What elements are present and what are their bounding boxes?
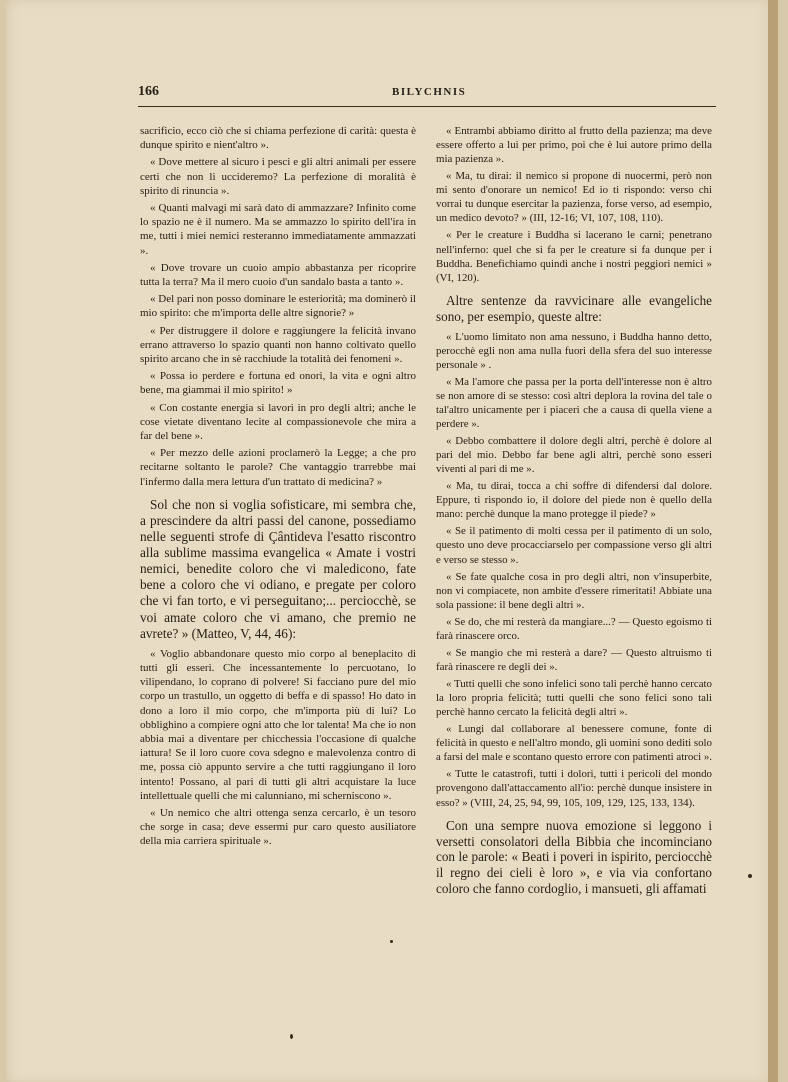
ink-spot — [748, 874, 752, 878]
right-column — [436, 124, 712, 902]
book-page — [6, 0, 778, 1082]
quoted-paragraph: « Dove trovare un cuoio ampio abbastanza per ricoprire tutta la terra? Ma il mero cuoio d'un sandalo basta a tanto ». — [140, 261, 416, 289]
header-rule — [138, 106, 716, 107]
body-paragraph: Altre sentenze da ravvicinare alle evangeliche sono, per esempio, queste altre: — [436, 292, 712, 324]
quoted-paragraph: « Con costante energia si lavori in pro degli altri; anche le cose vietate diventano lecite al compassionevole che mira a far del bene ». — [140, 401, 416, 443]
quoted-paragraph: « Del pari non posso dominare le esteriorità; ma dominerò il mio spirito: che m'importa delle altre signorie? » — [140, 293, 416, 320]
quoted-paragraph: « Tutti quelli che sono infelici sono tali perchè hanno cercato la loro propria felicità; tutti quelli che sono felici sono tali perchè hanno cercato la felicità degli altri ». — [436, 678, 712, 719]
quoted-paragraph: « Possa io perdere e fortuna ed onori, la vita e ogni altro bene, ma giammai il mio spirito! » — [140, 370, 416, 397]
body-paragraph: Sol che non si voglia sofisticare, mi sembra che, a prescindere da altri passi del canone, possediamo nelle seguenti strofe di Çântideva l'esatto riscontro alla sublime massima evangelica « Amate i vostri nemici, benedite coloro che vi maledicono, fate bene a coloro che vi odiano, e pregate per coloro che vi fan torto, e vi perseguitano;... perciocchè, se voi amate coloro che vi amano, che premio ne avrete? » (Matteo, V, 44, 46): — [140, 496, 416, 641]
quoted-paragraph: « L'uomo limitato non ama nessuno, i Buddha hanno detto, perocchè egli non ama nulla fuori della sfera del suo interesse personale » . — [436, 330, 712, 371]
journal-title: BILYCHNIS — [392, 86, 467, 98]
quoted-paragraph: « Dove mettere al sicuro i pesci e gli altri animali per essere certi che non li uccideremo? La perfezione di moralità è spirito di rinuncia ». — [140, 156, 416, 197]
ink-spot — [390, 940, 393, 943]
quoted-paragraph: « Entrambi abbiamo diritto al frutto della pazienza; ma deve essere offerto a lui per primo, poi che è lui autore primo della mia pazienza ». — [436, 125, 712, 166]
quoted-paragraph: « Per le creature i Buddha si lacerano le carni; penetrano nell'inferno: quel che si fa per le creature si fa dunque per i Buddha. Benefichiamo quindi anche i nostri peggiori nemici » (VI, 120). — [436, 229, 712, 284]
quoted-paragraph: « Un nemico che altri ottenga senza cercarlo, è un tesoro che sorge in casa; deve essermi pur caro questo ausiliatore della mia carriera spirituale ». — [140, 806, 416, 848]
page-edge — [768, 0, 778, 1082]
quoted-paragraph: « Voglio abbandonare questo mio corpo al beneplacito di tutti gli esseri. Che incessantemente lo percuotano, lo vilipendano, lo coprano di polvere! Si facciano pure del mio corpo un trastullo, un oggetto di beffa e di spasso! Ho dato in dono a loro il mio corpo, che m'importa più di lui? Lo obblighino a compiere ogni atto che lor talenta! Ma che io non abbia mai a diventare per chicchessia l'occasione di qualche iattura! Se il loro cuore cova sdegno e malevolenza contro di me, possa ciò appunto servire a che tutti raggiungano il loro intento! Possano, al pari di tutti gli altri acquistare la luce intellettuale quelli che mi calunniano, mi scherniscono ». — [140, 647, 416, 802]
ink-spot — [290, 1034, 293, 1039]
quoted-paragraph: « Quanti malvagi mi sarà dato di ammazzare? Infinito come lo spazio ne è il numero. Ma se ammazzo lo spirito dell'ira in me, tutti i miei nemici resteranno immediatamente ammazzati ». — [140, 202, 416, 257]
page-number: 166 — [138, 84, 159, 99]
quoted-paragraph: « Ma l'amore che passa per la porta dell'interesse non è altro se non amore di se stesso: così altri deplora la rovina del tale o tal'altro unicamente per i piaceri che a causa di quella viene a perdere ». — [436, 375, 712, 430]
quoted-paragraph: « Tutte le catastrofi, tutti i dolori, tutti i pericoli del mondo provengono dall'attaccamento all'io: perchè dunque insistere in esso? » (VIII, 24, 25, 94, 99, 105, 109, 129, 125, 133, 134). — [436, 768, 712, 809]
left-column — [140, 124, 416, 852]
quoted-paragraph: « Ma, tu dirai: il nemico si propone di nuocermi, però non mi sento d'onorare un nemico! Ed io ti rispondo: verso chi vorrai tu dunque esercitar la pazienza, forse verso, ad esempio, un medico devoto? » (III, 12-16; VI, 107, 108, 110). — [436, 170, 712, 225]
quoted-paragraph: « Se fate qualche cosa in pro degli altri, non v'insuperbite, non vi compiacete, non ambite d'essere rimeritati! Abbiate una sola passione: il bene degli altri ». — [436, 570, 712, 611]
running-header — [138, 84, 718, 108]
body-paragraph: Con una sempre nuova emozione si leggono i versetti consolatori della Bibbia che incominciano con le parole: « Beati i poveri in ispirito, perciocchè il regno dei cieli è loro », e via via confortano coloro che fanno cordoglio, i mansueti, gli affamati — [436, 817, 712, 897]
quoted-paragraph: « Per distruggere il dolore e raggiungere la felicità invano errano attraverso lo spazio quanti non hanno coltivato quello spirito arcano che in sè racchiude la totalità dei fenomeni ». — [140, 324, 416, 366]
quoted-paragraph: « Se mangio che mi resterà a dare? — Questo altruismo ti farà rinascere re degli dei ». — [436, 646, 712, 673]
quoted-paragraph: « Debbo combattere il dolore degli altri, perchè è dolore al pari del mio. Debbo far bene agli altri, perchè sono esseri viventi al pari di me ». — [436, 435, 712, 476]
quoted-paragraph: « Se il patimento di molti cessa per il patimento di un solo, questo uno deve procacciarselo per compassione verso gli altri e verso se stesso ». — [436, 525, 712, 566]
quoted-paragraph: « Se do, che mi resterà da mangiare...? — Questo egoismo ti farà rinascere orco. — [436, 615, 712, 642]
quoted-paragraph: « Ma, tu dirai, tocca a chi soffre di difendersi dal dolore. Eppure, ti rispondo io, il dolore del piede non è quello della mano: perchè dunque la mano protegge il piede? » — [436, 480, 712, 521]
quoted-paragraph: sacrificio, ecco ciò che si chiama perfezione di carità: questa è dunque spirito e nient'altro ». — [140, 125, 416, 152]
quoted-paragraph: « Lungi dal collaborare al benessere comune, fonte di felicità in questo e nell'altro mondo, gli uomini sono dediti solo a farsi del male e scontano questo errore con patimenti atroci ». — [436, 723, 712, 764]
quoted-paragraph: « Per mezzo delle azioni proclamerò la Legge; a che pro recitarne soltanto le parole? Che vantaggio trarrebbe mai l'infermo dalla mera lettura d'un trattato di medicina? » — [140, 447, 416, 488]
